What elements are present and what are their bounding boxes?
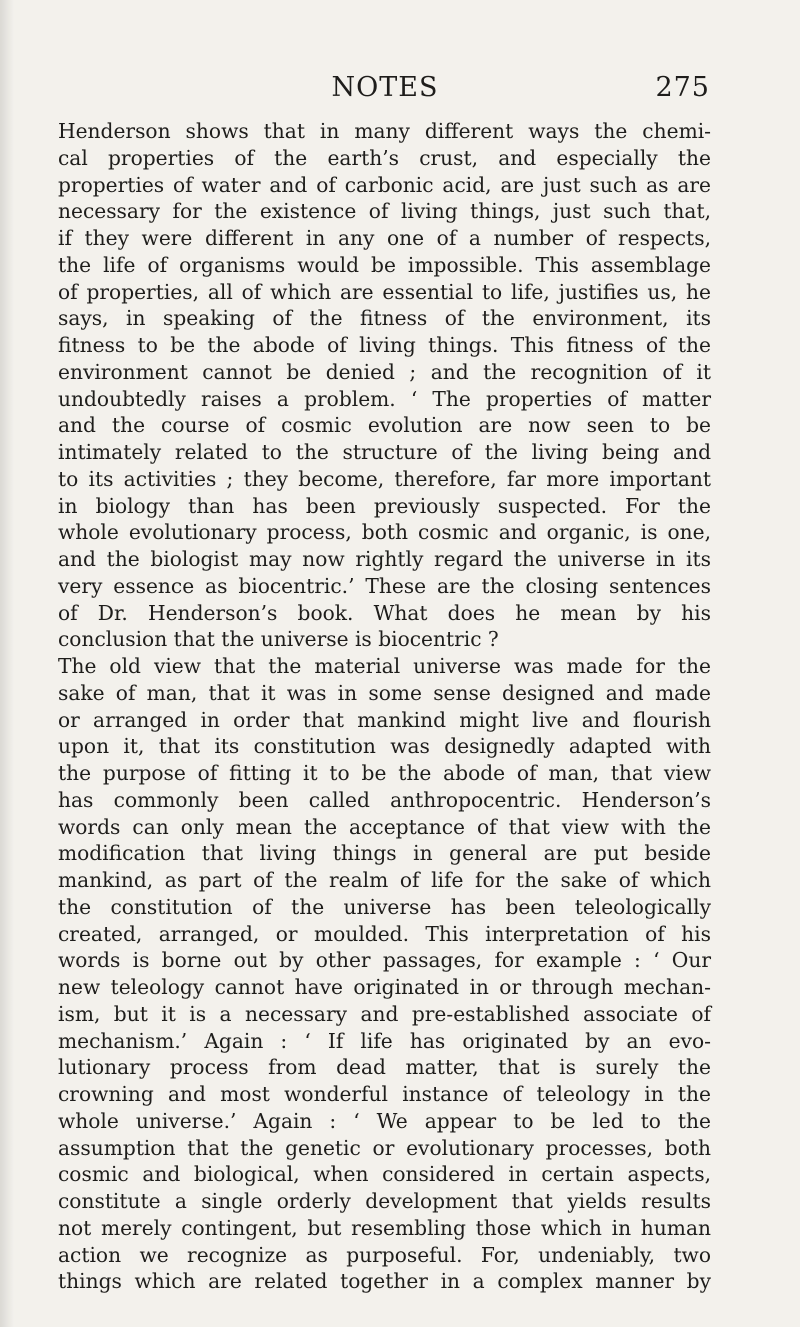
text-line: upon it, that its constitution was designedly adapted with (58, 734, 711, 759)
text-line: not merely contingent, but resembling those which in human (58, 1215, 711, 1240)
text-line: crowning and most wonderful instance of teleology in the (58, 1082, 711, 1106)
text-line: the purpose of fitting it to be the abode of man, that view (58, 761, 711, 785)
text-line: or arranged in order that mankind might live and flourish (58, 707, 711, 732)
text-line: if they were different in any one of a number of respects, (58, 226, 711, 250)
text-line: to its activities ; they become, therefore, far more important (58, 466, 711, 491)
text-line: whole evolutionary process, both cosmic and organic, is one, (58, 520, 711, 545)
text-line: fitness to be the abode of living things. This fitness of the (58, 333, 711, 357)
text-line: says, in speaking of the fitness of the environment, its (58, 306, 711, 331)
text-line: mankind, as part of the realm of life for the sake of which (58, 868, 711, 892)
page-gutter-shadow (0, 0, 14, 1327)
text-line: of properties, all of which are essential to life, justifies us, he (58, 279, 711, 304)
text-line: in biology than has been previously suspected. For the (58, 493, 711, 518)
page-number: 275 (655, 72, 710, 103)
text-line: whole universe.’ Again : ‘ We appear to be led to the (58, 1108, 711, 1133)
text-line: constitute a single orderly development that yields results (58, 1189, 711, 1213)
running-head (60, 72, 710, 112)
text-line: assumption that the genetic or evolutionary processes, both (58, 1135, 711, 1160)
text-line: the constitution of the universe has been teleologically (58, 894, 711, 919)
text-line: properties of water and of carbonic acid, are just such as are (58, 172, 711, 197)
text-line: ism, but it is a necessary and pre-established associate of (58, 1001, 711, 1026)
text-line: and the biologist may now rightly regard the universe in its (58, 547, 711, 571)
text-line: sake of man, that it was in some sense designed and made (58, 680, 711, 705)
text-line: cosmic and biological, when considered in certain aspects, (58, 1162, 711, 1187)
text-line: lutionary process from dead matter, that is surely the (58, 1055, 711, 1080)
text-line: The old view that the material universe was made for the (58, 654, 711, 678)
text-line: words is borne out by other passages, for example : ‘ Our (58, 948, 711, 973)
running-title: NOTES (331, 72, 439, 103)
text-line: very essence as biocentric.’ These are the closing sentences (58, 573, 711, 598)
text-line: intimately related to the structure of the living being and (58, 440, 711, 464)
text-line: conclusion that the universe is biocentric ? (58, 627, 499, 652)
text-line: and the course of cosmic evolution are now seen to be (58, 413, 711, 438)
text-line: has commonly been called anthropocentric. Henderson’s (58, 787, 711, 812)
text-line: created, arranged, or moulded. This interpretation of his (58, 921, 711, 946)
text-line: of Dr. Henderson’s book. What does he mean by his (58, 600, 711, 625)
text-line: undoubtedly raises a problem. ‘ The properties of matter (58, 386, 711, 411)
body-text (58, 118, 711, 1295)
text-line: necessary for the existence of living things, just such that, (58, 199, 711, 224)
text-line: the life of organisms would be impossible. This assemblage (58, 252, 711, 277)
text-line: environment cannot be denied ; and the recognition of it (58, 359, 711, 384)
text-line: new teleology cannot have originated in or through mechan- (58, 975, 711, 999)
text-line: mechanism.’ Again : ‘ If life has originated by an evo- (58, 1028, 711, 1053)
text-line: things which are related together in a complex manner by (58, 1269, 711, 1294)
text-line: Henderson shows that in many different ways the chemi- (58, 119, 711, 143)
text-line: action we recognize as purposeful. For, undeniably, two (58, 1242, 711, 1267)
text-line: modification that living things in general are put beside (58, 841, 711, 866)
text-line: cal properties of the earth’s crust, and especially the (58, 145, 711, 170)
text-line: words can only mean the acceptance of that view with the (58, 814, 711, 839)
